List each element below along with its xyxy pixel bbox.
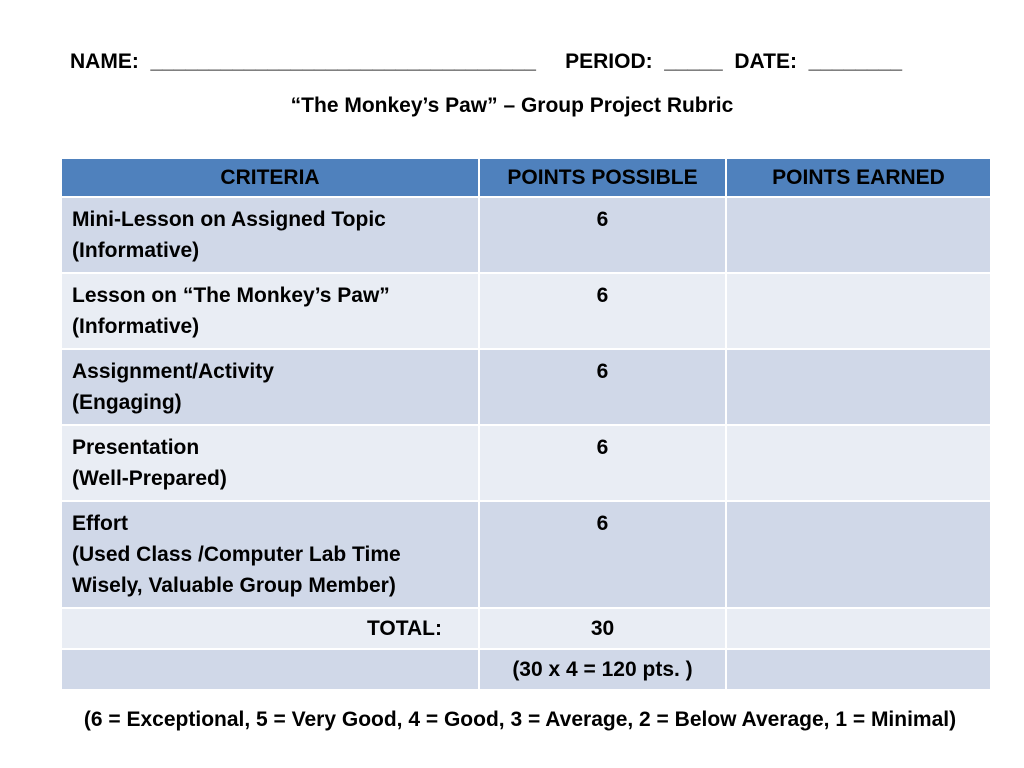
table-row	[61, 425, 991, 501]
criteria-desc: (Informative)	[72, 239, 200, 262]
empty-cell	[61, 649, 479, 690]
table-header-row	[61, 158, 991, 197]
empty-cell	[726, 649, 991, 690]
criteria-cell	[61, 501, 479, 608]
earned-cell	[726, 501, 991, 608]
name-blank: _________________________________	[150, 50, 536, 73]
earned-cell	[726, 197, 991, 273]
total-row	[61, 608, 991, 649]
criteria-title: Presentation	[72, 436, 200, 459]
points-cell: 6	[479, 501, 726, 608]
criteria-title: Mini-Lesson on Assigned Topic	[72, 208, 386, 231]
criteria-cell	[61, 425, 479, 501]
criteria-title: Lesson on “The Monkey’s Paw”	[72, 284, 390, 307]
scale-legend: (6 = Exceptional, 5 = Very Good, 4 = Good, 3 = Average, 2 = Below Average, 1 = Minimal)	[83, 708, 957, 731]
period-label: PERIOD:	[565, 50, 653, 73]
criteria-desc: (Informative)	[72, 315, 200, 338]
note-row	[61, 649, 991, 690]
table-row	[61, 501, 991, 608]
col-points-earned: POINTS EARNED	[726, 158, 991, 197]
page-title: “The Monkey’s Paw” – Group Project Rubric	[290, 94, 734, 117]
earned-cell	[726, 425, 991, 501]
total-earned-cell	[726, 608, 991, 649]
criteria-cell	[61, 349, 479, 425]
total-points: 30	[479, 608, 726, 649]
criteria-title: Effort	[72, 512, 128, 535]
period-blank: _____	[664, 50, 723, 73]
criteria-cell	[61, 197, 479, 273]
points-cell: 6	[479, 425, 726, 501]
criteria-cell	[61, 273, 479, 349]
col-points-possible: POINTS POSSIBLE	[479, 158, 726, 197]
header-line	[70, 50, 902, 74]
table-row	[61, 349, 991, 425]
points-cell: 6	[479, 197, 726, 273]
name-label: NAME:	[70, 50, 139, 73]
total-label: TOTAL:	[61, 608, 479, 649]
table-row	[61, 197, 991, 273]
criteria-desc: (Engaging)	[72, 391, 182, 414]
date-label: DATE:	[734, 50, 797, 73]
table-row	[61, 273, 991, 349]
criteria-desc: (Used Class /Computer Lab Time	[72, 543, 401, 566]
total-note: (30 x 4 = 120 pts. )	[479, 649, 726, 690]
criteria-desc: (Well-Prepared)	[72, 467, 227, 490]
earned-cell	[726, 273, 991, 349]
criteria-title: Assignment/Activity	[72, 360, 274, 383]
col-criteria: CRITERIA	[61, 158, 479, 197]
earned-cell	[726, 349, 991, 425]
points-cell: 6	[479, 273, 726, 349]
criteria-desc-2: Wisely, Valuable Group Member)	[72, 574, 396, 597]
date-blank: ________	[808, 50, 903, 73]
points-cell: 6	[479, 349, 726, 425]
rubric-table	[60, 157, 992, 691]
